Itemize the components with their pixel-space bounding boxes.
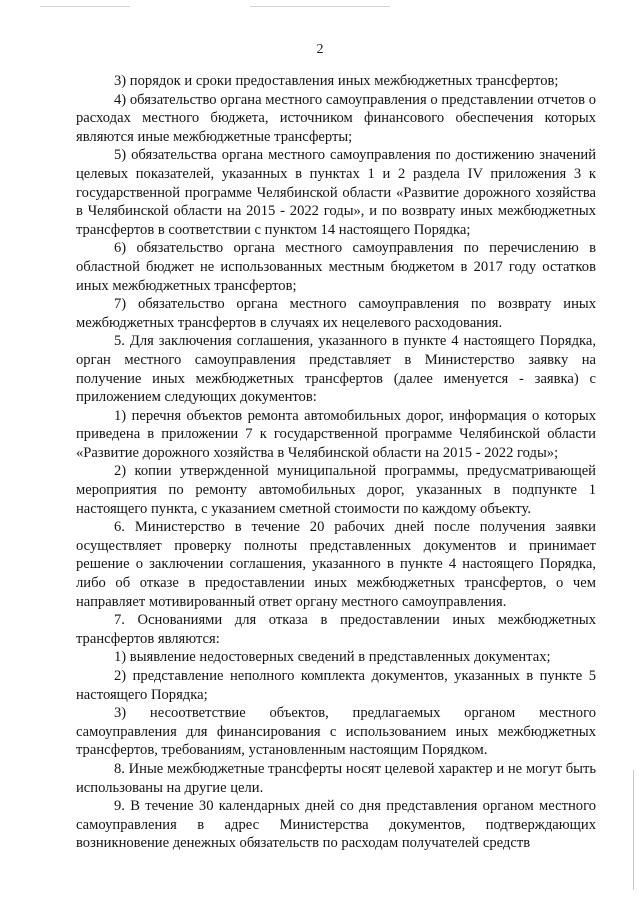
page-number: 2 [316,42,324,57]
scan-artifact [250,6,390,7]
paragraph: 6) обязательство органа местного самоуправления по перечислению в областной бюджет не использованных местным бюджетом в 2017 году остатков иных межбюджетных трансфертов; [76,240,596,294]
paragraph: 7) обязательство органа местного самоуправления по возврату иных межбюджетных трансфертов в случаях их нецелевого расходования. [76,296,596,331]
paragraph: 2) копии утвержденной муниципальной программы, предусматривающей мероприятия по ремонту автомобильных дорог, указанных в подпункте 1 настоящего пункта, с указанием сметной стоимости по каждому объекту. [76,463,596,517]
scan-artifact [40,6,130,7]
paragraph: 4) обязательство органа местного самоуправления о представлении отчетов о расходах местного бюджета, источником финансового обеспечения которых являются иные межбюджетные трансферты; [76,91,596,145]
paragraph: 5) обязательства органа местного самоуправления по достижению значений целевых показателей, указанных в пунктах 1 и 2 раздела IV приложения 3 к государственной программе Челябинской области «Развитие дорожного хозяйства в Челябинской области на 2015 - 2022 годы», и по возврату иных межбюджетных трансфертов в соответствии с пунктом 14 настоящего Порядка; [76,147,596,238]
paragraph: 1) выявление недостоверных сведений в представленных документах; [114,649,551,666]
paragraph: 2) представление неполного комплекта документов, указанных в пункте 5 настоящего Порядка; [76,668,596,703]
paragraph: 1) перечня объектов ремонта автомобильных дорог, информация о которых приведена в приложении 7 к государственной программе Челябинской области «Развитие дорожного хозяйства в Челябинской области на 2015 - 2022 годы»; [76,407,596,461]
paragraph: 3) порядок и сроки предоставления иных межбюджетных трансфертов; [114,73,559,89]
paragraph: 8. Иные межбюджетные трансферты носят целевой характер и не могут быть использованы на другие цели. [76,760,596,796]
paragraph: 9. В течение 30 календарных дней со дня представления органом местного самоуправления в адрес Министерства документов, подтверждающих возникновение денежных обязательств по расходам получателей средств [76,798,596,852]
document-body [76,72,596,853]
paragraph: 6. Министерство в течение 20 рабочих дней после получения заявки осуществляет проверку полноты представленных документов и принимает решение о заключении соглашения, указанного в пункте 4 настоящего Порядка, либо об отказе в предоставлении иных межбюджетных трансфертов, о чем направляет мотивированный ответ органу местного самоуправления. [76,519,596,610]
scan-artifact [633,770,634,890]
paragraph: 3) несоответствие объектов, предлагаемых органом местного самоуправления для финансирования с использованием иных межбюджетных трансфертов, требованиям, установленным настоящим Порядком. [76,705,596,759]
paragraph: 5. Для заключения соглашения, указанного в пункте 4 настоящего Порядка, орган местного самоуправления представляет в Министерство заявку на получение иных межбюджетных трансфертов (далее именуется - заявка) с приложением следующих документов: [76,333,596,406]
paragraph: 7. Основаниями для отказа в предоставлении иных межбюджетных трансфертов являются: [76,612,596,647]
